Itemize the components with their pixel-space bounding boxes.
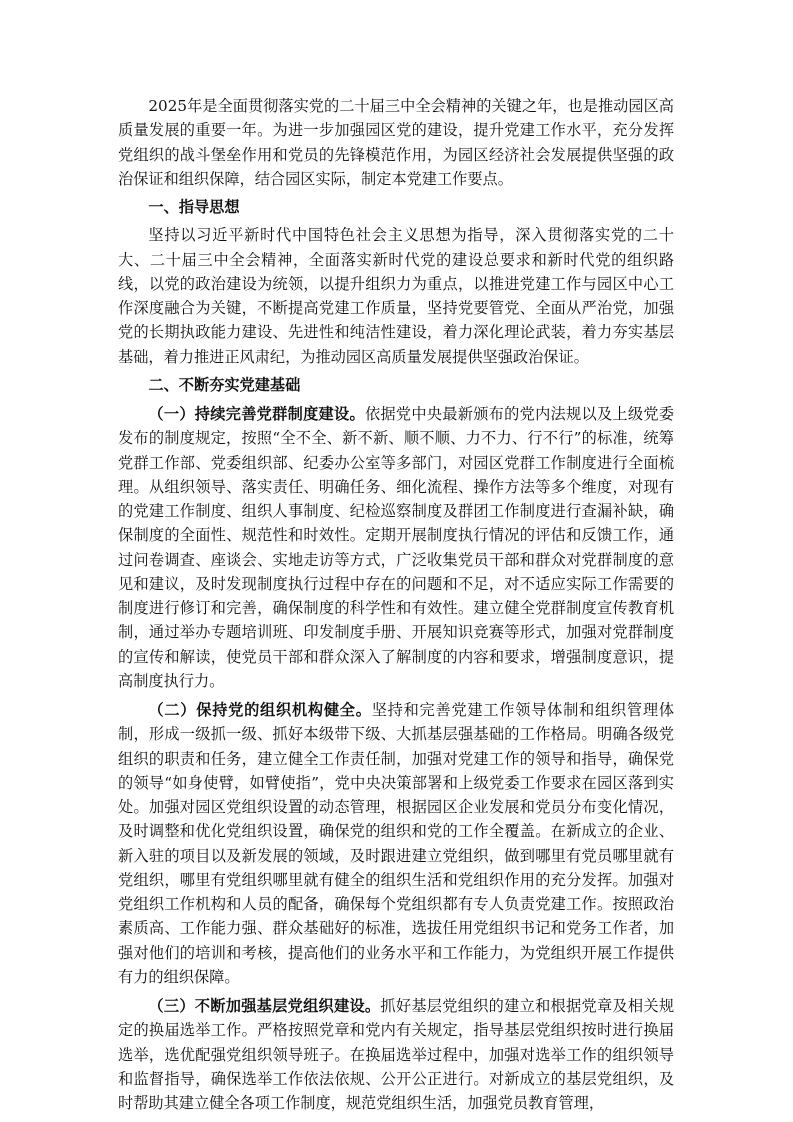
- subsection-body-2: 坚持和完善党建工作领导体制和组织管理体制，形成一级抓一级、抓好本级带下级、大抓基层强基础的工作格局。明确各级党组织的职责和任务，建立健全工作责任制，加强对党建工作的领导和指导，确保党的领导“如身使臂，如臂使指”，党中央决策部署和上级党委工作要求在园区落到实处。加强对园区党组织设置的动态管理，根据园区企业发展和党员分布变化情况，及时调整和优化党组织设置，确保党的组织和党的工作全覆盖。在新成立的企业、新入驻的项目以及新发展的领域，及时跟进建立党组织，做到哪里有党员哪里就有党组织，哪里有党组织哪里就有健全的组织生活和党组织作用的充分发挥。加强对党组织工作机构和人员的配备，确保每个党组织都有专人负责党建工作。按照政治素质高、工作能力强、群众基础好的标准，选拔任用党组织书记和党务工作者，加强对他们的培训和考核，提高他们的业务水平和工作能力，为党组织开展工作提供有力的组织保障。: [118, 701, 675, 986]
- subsection-body-1: 依据党中央最新颁布的党内法规以及上级党委发布的制度规定，按照“全不全、新不新、顺不顺、力不力、行不行”的标准，统筹党群工作部、党委组织部、纪委办公室等多部门，对园区党群工作制度进行全面梳理。从组织领导、落实责任、明确任务、细化流程、操作方法等多个维度，对现有的党建工作制度、组织人事制度、纪检巡察制度及群团工作制度进行查漏补缺，确保制度的全面性、规范性和时效性。定期开展制度执行情况的评估和反馈工作，通过问卷调查、座谈会、实地走访等方式，广泛收集党员干部和群众对党群制度的意见和建议，及时发现制度执行过程中存在的问题和不足，对不适应实际工作需要的制度进行修订和完善，确保制度的科学性和有效性。建立健全党群制度宣传教育机制，通过举办专题培训班、印发制度手册、开展知识竞赛等形式，加强对党群制度的宣传和解读，使党员干部和群众深入了解制度的内容和要求，增强制度意识，提高制度执行力。: [118, 405, 675, 690]
- document-body: [118, 94, 674, 1115]
- subsection-paragraph-3: [118, 994, 674, 1115]
- section-heading-guiding-ideology: 一、指导思想: [148, 198, 240, 216]
- subsection-lead-3: （三）不断加强基层党组织建设。: [148, 997, 381, 1015]
- intro-paragraph: 2025年是全面贯彻落实党的二十届三中全会精神的关键之年，也是推动园区高质量发展的重要一年。为进一步加强园区党的建设，提升党建工作水平，充分发挥党组织的战斗堡垒作用和党员的先锋模范作用，为园区经济社会发展提供坚强的政治保证和组织保障，结合园区实际，制定本党建工作要点。: [118, 97, 674, 188]
- subsection-body-3: 抓好基层党组织的建立和根据党章及相关规定的换届选举工作。严格按照党章和党内有关规定，指导基层党组织按时进行换届选举，选优配强党组织领导班子。在换届选举过程中，加强对选举工作的组织领导和监督指导，确保选举工作依法依规、公开公正进行。对新成立的基层党组织，及时帮助其建立健全各项工作制度，规范党组织生活，加强党员教育管理，: [118, 997, 675, 1112]
- subsection-lead-1: （一）持续完善党群制度建设。: [148, 405, 365, 423]
- subsection-paragraph-2: [118, 698, 674, 989]
- guiding-ideology-paragraph: 坚持以习近平新时代中国特色社会主义思想为指导，深入贯彻落实党的二十大、二十届三中全会精神，全面落实新时代党的建设总要求和新时代党的组织路线，以党的政治建设为统领，以提升组织力为重点，以推进党建工作与园区中心工作深度融合为关键，不断提高党建工作质量，坚持党要管党、全面从严治党，加强党的长期执政能力建设、先进性和纯洁性建设，着力深化理论武装，着力夯实基层基础，着力推进正风肃纪，为推动园区高质量发展提供坚强政治保证。: [118, 226, 674, 366]
- subsection-paragraph-1: [118, 402, 674, 693]
- section-heading-party-foundation: 二、不断夯实党建基础: [148, 375, 301, 394]
- subsection-lead-2: （二）保持党的组织机构健全。: [148, 701, 372, 719]
